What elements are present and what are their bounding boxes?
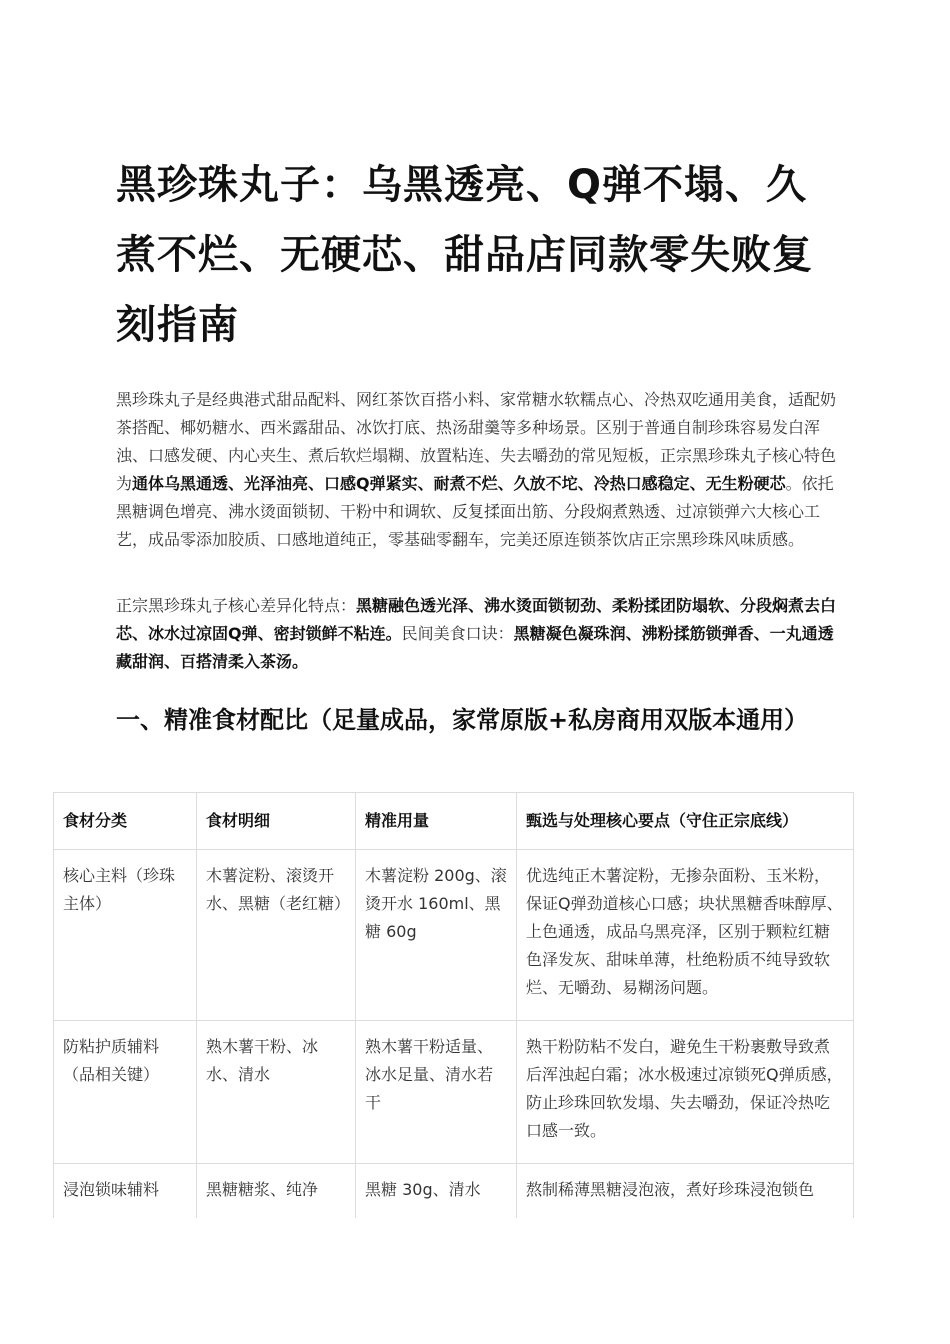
amount-cell: 黑糖 30g、清水: [356, 1164, 517, 1223]
intro-text: 黑珍珠丸子是经典港式甜品配料、网红茶饮百搭小料、家常糖水软糯点心、冷热双吃通用美食，适配奶茶搭配、椰奶糖水、西米露甜品、冰饮打底、热汤甜羹等多种场景。区别于普通自制珍珠容易发白浑浊、口感发硬、内心夹生、煮后软烂塌糊、放置粘连、失去嚼劲的常见短板，正宗黑珍珠丸子核心特色为: [116, 390, 837, 493]
table-row: [54, 850, 854, 1021]
motto-label: 民间美食口诀：: [401, 624, 514, 643]
column-header: 精准用量: [356, 793, 517, 850]
page-title: 黑珍珠丸子：乌黑透亮、Q弹不塌、久煮不烂、无硬芯、甜品店同款零失败复刻指南: [116, 162, 813, 348]
intro-highlight: 通体乌黑通透、光泽油亮、口感Q弹紧实、耐煮不烂、久放不坨、冷热口感稳定、无生粉硬芯: [132, 474, 786, 493]
table-row: [54, 1164, 854, 1223]
items-cell: 木薯淀粉、滚烫开水、黑糖（老红糖）: [197, 850, 356, 1021]
table-header-row: [54, 793, 854, 850]
amount-cell: 熟木薯干粉适量、冰水足量、清水若干: [356, 1021, 517, 1164]
intro-paragraph: [116, 386, 846, 554]
features-highlight: 黑糖融色透光泽、沸水烫面锁韧劲、柔粉揉团防塌软、分段焖煮去白芯、冰水过凉固Q弹、密封锁鲜不粘连。: [116, 596, 837, 643]
table-row: [54, 1021, 854, 1164]
amount-cell: 木薯淀粉 200g、滚烫开水 160ml、黑糖 60g: [356, 850, 517, 1021]
column-header: 食材分类: [54, 793, 197, 850]
section-heading: 一、精准食材配比（足量成品，家常原版+私房商用双版本通用）: [116, 706, 809, 734]
notes-cell: 优选纯正木薯淀粉，无掺杂面粉、玉米粉，保证Q弹劲道核心口感；块状黑糖香味醇厚、上色通透，成品乌黑亮泽，区别于颗粒红糖色泽发灰、甜味单薄，杜绝粉质不纯导致软烂、无嚼劲、易糊汤问题。: [517, 850, 854, 1021]
column-header: 甄选与处理核心要点（守住正宗底线）: [517, 793, 854, 850]
notes-cell: 熬制稀薄黑糖浸泡液，煮好珍珠浸泡锁色: [517, 1164, 854, 1223]
items-cell: 熟木薯干粉、冰水、清水: [197, 1021, 356, 1164]
category-cell: 防粘护质辅料（品相关键）: [54, 1021, 197, 1164]
notes-cell: 熟干粉防粘不发白，避免生干粉裹敷导致煮后浑浊起白霜；冰水极速过凉锁死Q弹质感，防止珍珠回软发塌、失去嚼劲，保证冷热吃口感一致。: [517, 1021, 854, 1164]
items-cell: 黑糖糖浆、纯净: [197, 1164, 356, 1223]
motto-highlight: 黑糖凝色凝珠润、沸粉揉筋锁弹香、一丸通透藏甜润、百搭清柔入茶汤。: [116, 624, 834, 671]
features-paragraph: [116, 592, 846, 676]
column-header: 食材明细: [197, 793, 356, 850]
intro-text: 。依托黑糖调色增亮、沸水烫面锁韧、干粉中和调软、反复揉面出筋、分段焖煮熟透、过凉锁弹六大核心工艺，成品零添加胶质、口感地道纯正，零基础零翻车，完美还原连锁茶饮店正宗黑珍珠风味质感。: [116, 474, 834, 549]
ingredients-table: [53, 792, 854, 1223]
features-label: 正宗黑珍珠丸子核心差异化特点：: [116, 596, 357, 615]
category-cell: 核心主料（珍珠主体）: [54, 850, 197, 1021]
category-cell: 浸泡锁味辅料: [54, 1164, 197, 1223]
page-bottom-margin: [0, 1218, 950, 1344]
